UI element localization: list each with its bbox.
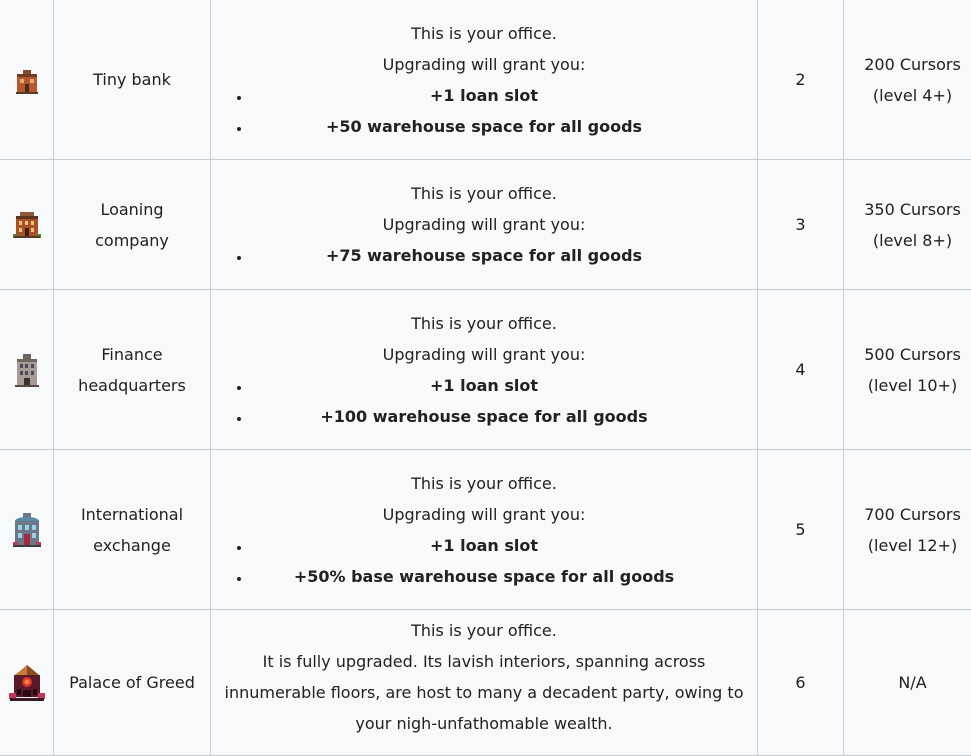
office-level: 2 xyxy=(795,70,805,89)
final-description: your nigh-unfathomable wealth. xyxy=(211,708,757,739)
table-row xyxy=(0,0,971,160)
level-cell xyxy=(758,290,844,450)
cost-cell xyxy=(844,0,971,160)
level-cell xyxy=(758,610,844,756)
cost-cell xyxy=(844,290,971,450)
upgrade-grant-text: Upgrading will grant you: xyxy=(211,49,757,80)
table-row xyxy=(0,610,971,756)
building-name: Finance xyxy=(54,339,210,370)
description-cell xyxy=(211,610,758,756)
building-name-cell xyxy=(54,290,211,450)
icon-cell xyxy=(0,160,54,290)
office-level: 6 xyxy=(795,673,805,692)
table-row xyxy=(0,290,971,450)
perk-item: • +1 loan slot xyxy=(251,370,757,401)
upgrade-cost: 200 Cursors xyxy=(844,49,971,80)
icon-cell xyxy=(0,290,54,450)
office-level: 4 xyxy=(795,360,805,379)
description-cell xyxy=(211,160,758,290)
building-name-cell xyxy=(54,610,211,756)
final-description: It is fully upgraded. Its lavish interiors, spanning across xyxy=(211,646,757,677)
finance-headquarters-building-icon xyxy=(12,352,42,388)
icon-cell xyxy=(0,610,54,756)
palace-of-greed-building-icon xyxy=(8,663,46,703)
building-name: Palace of Greed xyxy=(69,673,195,692)
level-requirement: (level 8+) xyxy=(844,225,971,256)
table-row xyxy=(0,160,971,290)
building-name: company xyxy=(54,225,210,256)
cost-cell xyxy=(844,160,971,290)
perk-item: • +1 loan slot xyxy=(251,80,757,111)
perk-item: • +75 warehouse space for all goods xyxy=(251,240,757,271)
level-cell xyxy=(758,450,844,610)
perk-list xyxy=(211,80,757,142)
international-exchange-building-icon xyxy=(11,512,43,548)
building-name-cell xyxy=(54,160,211,290)
building-name: Tiny bank xyxy=(93,70,171,89)
building-name: International xyxy=(54,499,210,530)
building-name-cell xyxy=(54,450,211,610)
building-name: exchange xyxy=(54,530,210,561)
perk-list xyxy=(211,370,757,432)
level-requirement: (level 12+) xyxy=(844,530,971,561)
icon-cell xyxy=(0,450,54,610)
icon-cell xyxy=(0,0,54,160)
loaning-company-building-icon xyxy=(12,210,42,240)
building-name: Loaning xyxy=(54,194,210,225)
upgrade-cost: N/A xyxy=(898,673,926,692)
office-intro: This is your office. xyxy=(211,308,757,339)
level-cell xyxy=(758,160,844,290)
description-cell xyxy=(211,290,758,450)
office-level: 5 xyxy=(795,520,805,539)
perk-item: • +50 warehouse space for all goods xyxy=(251,111,757,142)
level-requirement: (level 10+) xyxy=(844,370,971,401)
office-intro: This is your office. xyxy=(211,18,757,49)
upgrade-grant-text: Upgrading will grant you: xyxy=(211,209,757,240)
upgrade-cost: 700 Cursors xyxy=(844,499,971,530)
perk-item: • +50% base warehouse space for all goods xyxy=(251,561,757,592)
level-requirement: (level 4+) xyxy=(844,80,971,111)
upgrade-cost: 500 Cursors xyxy=(844,339,971,370)
building-name: headquarters xyxy=(54,370,210,401)
perk-list xyxy=(211,240,757,271)
perk-list xyxy=(211,530,757,592)
perk-item: • +1 loan slot xyxy=(251,530,757,561)
table-row xyxy=(0,450,971,610)
perk-item: • +100 warehouse space for all goods xyxy=(251,401,757,432)
office-intro: This is your office. xyxy=(211,468,757,499)
office-level: 3 xyxy=(795,215,805,234)
tiny-bank-building-icon xyxy=(14,67,40,95)
description-cell xyxy=(211,450,758,610)
cost-cell xyxy=(844,450,971,610)
office-intro: This is your office. xyxy=(211,615,757,646)
description-cell xyxy=(211,0,758,160)
office-intro: This is your office. xyxy=(211,178,757,209)
cost-cell xyxy=(844,610,971,756)
final-description: innumerable floors, are host to many a decadent party, owing to xyxy=(211,677,757,708)
upgrade-cost: 350 Cursors xyxy=(844,194,971,225)
upgrade-grant-text: Upgrading will grant you: xyxy=(211,339,757,370)
building-name-cell xyxy=(54,0,211,160)
level-cell xyxy=(758,0,844,160)
upgrade-grant-text: Upgrading will grant you: xyxy=(211,499,757,530)
